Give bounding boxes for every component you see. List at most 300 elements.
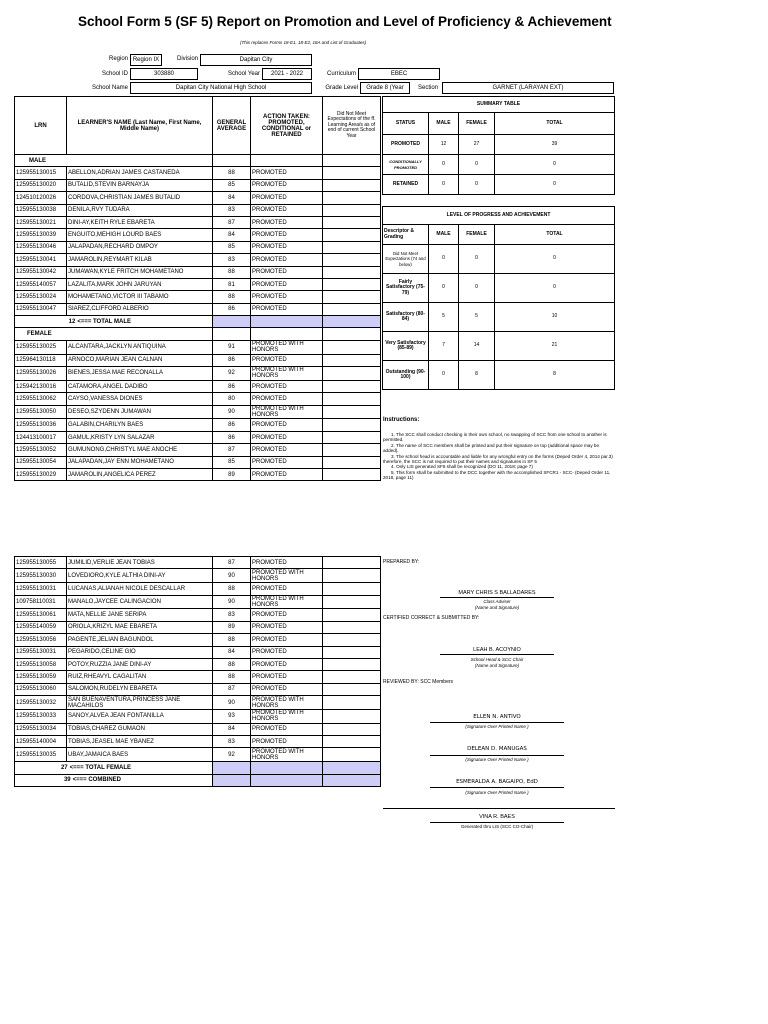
learner-lrn: 125955130047: [15, 303, 67, 315]
learner-not-met: [323, 444, 381, 456]
total-female-label: <=== TOTAL FEMALE: [69, 764, 131, 771]
learner-not-met: [323, 266, 381, 278]
learner-action: PROMOTED: [251, 167, 323, 179]
learner-lrn: 125955130035: [15, 748, 67, 762]
learner-name: CATAMORA,ANGEL DADIBO: [67, 380, 213, 392]
instruction-item: 1. The SCC shall conduct checking in their own school, no swapping of SCC from one school to another is permitted.: [383, 432, 607, 443]
progress-row: [383, 332, 615, 361]
table-row: [15, 204, 381, 216]
learner-lrn: 125955130060: [15, 683, 67, 695]
summary-row: [383, 175, 615, 195]
learner-average: 89: [213, 621, 251, 633]
learner-lrn: 125955140057: [15, 278, 67, 290]
learner-action: PROMOTED WITH HONORS: [251, 748, 323, 762]
learner-not-met: [323, 583, 381, 595]
learner-not-met: [323, 291, 381, 303]
learner-lrn: 125955130046: [15, 241, 67, 253]
learner-action: PROMOTED WITH HONORS: [251, 696, 323, 710]
learners-table: [14, 96, 381, 481]
summary-row: [383, 155, 615, 175]
learner-not-met: [323, 723, 381, 735]
learner-action: PROMOTED: [251, 723, 323, 735]
learner-average: 81: [213, 278, 251, 290]
adviser-name: MARY CHRIS S BALLADARES: [458, 590, 536, 596]
learner-name: LAZALITA,MARK JOHN JARUYAN: [67, 278, 213, 290]
learner-action: PROMOTED: [251, 241, 323, 253]
table-row: [15, 254, 381, 266]
learner-name: SANOY,ALVEA JEAN FONTANILLA: [67, 709, 213, 723]
learner-not-met: [323, 569, 381, 583]
progress-table: [382, 206, 615, 390]
learner-not-met: [323, 278, 381, 290]
progress-total: 21: [495, 332, 615, 361]
table-row: [15, 431, 381, 443]
head-role: School Head & SCC Chair: [470, 657, 524, 662]
learner-action: PROMOTED: [251, 419, 323, 431]
learner-action: PROMOTED WITH HONORS: [251, 709, 323, 723]
head-name: LEAH B. ACOYNIO: [473, 647, 521, 653]
learner-not-met: [323, 646, 381, 658]
instruction-item: 2. The name of SCC members shall be printed and put their signature on top (additional space may be added).: [383, 442, 600, 454]
region-label: Region: [108, 56, 128, 62]
learner-lrn: 125955130042: [15, 266, 67, 278]
learner-name: TOBIAS,JEASEL MAE YBANEZ: [67, 736, 213, 748]
learner-lrn: 125955130041: [15, 254, 67, 266]
male-section-label: MALE: [15, 155, 213, 167]
learner-lrn: 125955130034: [15, 723, 67, 735]
learner-not-met: [323, 658, 381, 670]
learner-action: PROMOTED: [251, 393, 323, 405]
page-subtitle: (This replaces Forms 18-E1, 18-E2, 18A and List of Graduates): [240, 40, 367, 45]
learner-lrn: 125955130055: [15, 557, 67, 569]
learner-average: 90: [213, 595, 251, 609]
progress-descriptor: Outstanding (90-100): [383, 361, 429, 390]
learner-average: 87: [213, 216, 251, 228]
learner-average: 88: [213, 671, 251, 683]
learner-average: 84: [213, 723, 251, 735]
table-row: [15, 646, 381, 658]
learner-not-met: [323, 204, 381, 216]
learner-name: SIAREZ,CLIFFORD ALBERIO: [67, 303, 213, 315]
table-row: [15, 683, 381, 695]
member-2-caption: (Signature Over Printed Name ): [465, 757, 529, 762]
learner-average: 84: [213, 646, 251, 658]
learner-action: PROMOTED: [251, 634, 323, 646]
learner-average: 89: [213, 468, 251, 480]
learner-action: PROMOTED: [251, 291, 323, 303]
learner-not-met: [323, 748, 381, 762]
progress-descriptor: Very Satisfactory (85-89): [383, 332, 429, 361]
table-row: [15, 380, 381, 392]
progress-female: 8: [459, 361, 495, 390]
prepared-by-label: PREPARED BY:: [383, 559, 420, 565]
learner-not-met: [323, 468, 381, 480]
last-signatory-name: VINA R. BAES: [479, 814, 515, 820]
table-row: [15, 658, 381, 670]
learner-lrn: 124413100017: [15, 431, 67, 443]
learner-not-met: [323, 671, 381, 683]
table-row: [15, 709, 381, 723]
summary-status: RETAINED: [383, 175, 429, 195]
learner-action: PROMOTED: [251, 192, 323, 204]
learner-lrn: 125955130058: [15, 658, 67, 670]
school-id-label: School ID: [101, 71, 128, 77]
combined-count: 39: [63, 777, 71, 784]
table-row: [15, 557, 381, 569]
learner-not-met: [323, 683, 381, 695]
table-row: [15, 748, 381, 762]
learner-not-met: [323, 167, 381, 179]
learner-not-met: [323, 179, 381, 191]
table-row: [15, 266, 381, 278]
summary-total: 39: [495, 135, 615, 155]
table-row: [15, 723, 381, 735]
curriculum-field: EBEC: [358, 68, 440, 80]
learner-action: PROMOTED WITH HONORS: [251, 569, 323, 583]
learner-lrn: 125955130062: [15, 393, 67, 405]
learner-average: 90: [213, 696, 251, 710]
learner-name: DENILA,RVY TUDARA: [67, 204, 213, 216]
learner-action: PROMOTED WITH HONORS: [251, 595, 323, 609]
page-title: School Form 5 (SF 5) Report on Promotion and Level of Proficiency & Achievement: [78, 14, 612, 29]
learner-name: ARNOCO,MARIAN JEAN CALNAN: [67, 354, 213, 366]
learner-action: PROMOTED: [251, 266, 323, 278]
table-row: [15, 303, 381, 315]
progress-row: [383, 245, 615, 274]
division-label: Division: [176, 56, 198, 62]
learner-action: PROMOTED: [251, 583, 323, 595]
learner-name: MOHAMETANO,VICTOR III TABAMO: [67, 291, 213, 303]
learner-name: TOBIAS,CHAREZ GUMAON: [67, 723, 213, 735]
member-1-caption: (Signature Over Printed Name ): [465, 724, 529, 729]
table-row: [15, 419, 381, 431]
total-male-label: <=== TOTAL MALE: [77, 318, 131, 325]
instruction-item: 4. Only LIS generated SF5 shall be recognized (DO 11, 2018; page 7): [391, 464, 533, 470]
learner-lrn: 125955130020: [15, 179, 67, 191]
learner-lrn: 125942130016: [15, 380, 67, 392]
learner-average: 88: [213, 291, 251, 303]
section-label: Section: [417, 85, 438, 91]
learner-name: DINI-AY,KEITH RYLE EBARETA: [67, 216, 213, 228]
learner-lrn: 125955130061: [15, 609, 67, 621]
table-row: [15, 278, 381, 290]
school-year-label: School Year: [227, 71, 260, 77]
learner-average: 84: [213, 229, 251, 241]
progress-total: 0: [495, 245, 615, 274]
learner-name: DESEO,SZYDENN JUMAWAN: [67, 405, 213, 419]
table-row: [15, 736, 381, 748]
learner-average: 86: [213, 380, 251, 392]
learner-lrn: 125955130032: [15, 696, 67, 710]
head-caption: (Name and Signature): [474, 663, 520, 668]
instructions-list: [383, 432, 615, 481]
learner-action: PROMOTED: [251, 204, 323, 216]
table-row: [15, 291, 381, 303]
learner-average: 83: [213, 736, 251, 748]
learner-action: PROMOTED: [251, 354, 323, 366]
learner-not-met: [323, 634, 381, 646]
learner-lrn: 125955130033: [15, 709, 67, 723]
learner-action: PROMOTED: [251, 609, 323, 621]
progress-header-male: MALE: [429, 225, 459, 245]
learner-not-met: [323, 354, 381, 366]
learner-average: 84: [213, 192, 251, 204]
combined-label: <=== COMBINED: [72, 777, 121, 784]
progress-descriptor: Satisfactory (80-84): [383, 303, 429, 332]
progress-total: 8: [495, 361, 615, 390]
learners-table-continued: [14, 556, 381, 787]
grade-level-label: Grade Level: [325, 85, 358, 91]
learner-lrn: 124510120026: [15, 192, 67, 204]
learner-name: LOVEDIORO,KYLE ALTHIA DINI-AY: [67, 569, 213, 583]
col-average: GENERAL AVERAGE: [213, 97, 251, 155]
learner-name: GALABIN,CHARILYN BAES: [67, 419, 213, 431]
learner-action: PROMOTED WITH HONORS: [251, 367, 323, 381]
learner-not-met: [323, 241, 381, 253]
col-not-met: Did Not Meet Expectations of the ff. Learning Area/s as of end of current School Year: [323, 97, 381, 155]
learner-not-met: [323, 405, 381, 419]
learner-average: 91: [213, 340, 251, 354]
learner-not-met: [323, 192, 381, 204]
progress-row: [383, 274, 615, 303]
table-row: [15, 609, 381, 621]
learner-lrn: 125955130030: [15, 569, 67, 583]
learner-name: UBAY,JAMAICA BAES: [67, 748, 213, 762]
instruction-item: 3. The school head is accountable and liable for any wrongful entry on the forms (Deped Order 4, 2014 par.3) therefore, the SCC is not required to put their names and signatures in SF 5: [383, 453, 613, 465]
learner-lrn: 109758110031: [15, 595, 67, 609]
learner-name: POTOY,RUZZIA JANE DINI-AY: [67, 658, 213, 670]
learner-action: PROMOTED: [251, 278, 323, 290]
learner-not-met: [323, 303, 381, 315]
learner-not-met: [323, 254, 381, 266]
learner-lrn: 125955130025: [15, 340, 67, 354]
learner-name: CORDOVA,CHRISTIAN JAMES BUTALID: [67, 192, 213, 204]
female-section-label: FEMALE: [15, 328, 213, 340]
learner-action: PROMOTED WITH HONORS: [251, 405, 323, 419]
instruction-item: 5. This form shall be submitted to the DCC together with the accomplished SFCR1 - SCC- (Deped Order 11, 2018, page 11): [383, 469, 611, 481]
table-row: [15, 468, 381, 480]
learner-average: 86: [213, 419, 251, 431]
table-row: [15, 405, 381, 419]
learner-action: PROMOTED: [251, 254, 323, 266]
table-row: [15, 354, 381, 366]
learner-not-met: [323, 609, 381, 621]
progress-female: 14: [459, 332, 495, 361]
learner-average: 80: [213, 393, 251, 405]
progress-header-female: FEMALE: [459, 225, 495, 245]
adviser-role: Class Adviser: [483, 599, 511, 604]
learner-action: PROMOTED: [251, 646, 323, 658]
learner-name: BUTALID,STEVIN BARNAYJA: [67, 179, 213, 191]
progress-male: 0: [429, 274, 459, 303]
learner-name: SAN BUENAVENTURA,PRINCESS JANE MACAHILOS: [67, 696, 213, 710]
progress-header-total: TOTAL: [495, 225, 615, 245]
learner-lrn: 125955130056: [15, 634, 67, 646]
school-year-field: 2021 - 2022: [262, 68, 312, 80]
col-name: LEARNER'S NAME (Last Name, First Name, Middle Name): [67, 97, 213, 155]
table-row: [15, 393, 381, 405]
learner-average: 93: [213, 709, 251, 723]
learner-average: 88: [213, 658, 251, 670]
learner-name: PAGENTE,JELIAN BAGUNDOL: [67, 634, 213, 646]
summary-female: 0: [459, 155, 495, 175]
learner-lrn: 125955130059: [15, 671, 67, 683]
progress-female: 0: [459, 245, 495, 274]
learner-action: PROMOTED: [251, 179, 323, 191]
learner-average: 85: [213, 179, 251, 191]
instructions-title: Instructions:: [383, 417, 420, 423]
learner-not-met: [323, 229, 381, 241]
table-row: [15, 595, 381, 609]
summary-status: PROMOTED: [383, 135, 429, 155]
learner-action: PROMOTED: [251, 456, 323, 468]
learner-not-met: [323, 595, 381, 609]
learner-action: PROMOTED WITH HONORS: [251, 340, 323, 354]
progress-descriptor: Fairly Satisfactory (75-79): [383, 274, 429, 303]
learner-action: PROMOTED: [251, 468, 323, 480]
learner-action: PROMOTED: [251, 736, 323, 748]
learner-name: BIENES,JESSA MAE RECONALLA: [67, 367, 213, 381]
learner-name: MANALO,JAYCEE CALINGACION: [67, 595, 213, 609]
progress-title: LEVEL OF PROGRESS AND ACHIEVEMENT: [383, 207, 615, 225]
table-row: [15, 621, 381, 633]
summary-header-status: STATUS: [383, 113, 429, 135]
generated-note: Generated thru LIS (SCC CO-Chair): [460, 824, 534, 829]
table-row: [15, 696, 381, 710]
summary-header-female: FEMALE: [459, 113, 495, 135]
learner-average: 90: [213, 405, 251, 419]
total-female-count: 27: [60, 764, 68, 771]
learner-not-met: [323, 696, 381, 710]
learner-action: PROMOTED: [251, 431, 323, 443]
learner-average: 92: [213, 367, 251, 381]
progress-row: [383, 303, 615, 332]
learner-not-met: [323, 216, 381, 228]
table-row: [15, 179, 381, 191]
learner-average: 87: [213, 683, 251, 695]
table-row: [15, 671, 381, 683]
learner-not-met: [323, 419, 381, 431]
learner-not-met: [323, 736, 381, 748]
learner-lrn: 125955130054: [15, 456, 67, 468]
learner-lrn: 125955130021: [15, 216, 67, 228]
learner-average: 88: [213, 583, 251, 595]
learner-action: PROMOTED: [251, 621, 323, 633]
learner-name: ALCANTARA,JACKLYN ANTIQUINA: [67, 340, 213, 354]
learner-lrn: 125955140059: [15, 621, 67, 633]
table-row: [15, 367, 381, 381]
learner-action: PROMOTED: [251, 303, 323, 315]
certified-label: CERTIFIED CORRECT & SUBMITTED BY:: [383, 615, 480, 621]
learner-average: 88: [213, 167, 251, 179]
learner-average: 88: [213, 634, 251, 646]
learner-average: 88: [213, 266, 251, 278]
learner-lrn: 125955130038: [15, 204, 67, 216]
summary-header-total: TOTAL: [495, 113, 615, 135]
section-field: GARNET (LARAYAN EXT): [442, 82, 614, 94]
learner-average: 87: [213, 557, 251, 569]
learner-average: 86: [213, 431, 251, 443]
grade-level-field: Grade 8 (Year: [360, 82, 410, 94]
summary-male: 0: [429, 175, 459, 195]
progress-female: 5: [459, 303, 495, 332]
summary-total: 0: [495, 175, 615, 195]
learner-average: 90: [213, 569, 251, 583]
learner-name: JAMAROLIN,ANGELICA PEREZ: [67, 468, 213, 480]
learner-name: JAMAROLIN,REYMART KILAB: [67, 254, 213, 266]
member-3-caption: (Signature Over Printed Name ): [465, 790, 529, 795]
learner-action: PROMOTED: [251, 216, 323, 228]
learner-lrn: 125955130031: [15, 646, 67, 658]
school-name-field: Dapitan City National High School: [130, 82, 312, 94]
learner-lrn: 125955130024: [15, 291, 67, 303]
progress-total: 10: [495, 303, 615, 332]
learner-name: GUMUNONG,CHRISTYL MAE ANOCHE: [67, 444, 213, 456]
table-row: [15, 340, 381, 354]
member-1-name: ELLEN N. ANTIVO: [473, 714, 521, 720]
table-row: [15, 569, 381, 583]
learner-lrn: 125955130050: [15, 405, 67, 419]
reviewed-label: REVIEWED BY: SCC Members: [383, 679, 454, 685]
curriculum-label: Curriculum: [326, 71, 356, 77]
summary-header-male: MALE: [429, 113, 459, 135]
learner-lrn: 125955130031: [15, 583, 67, 595]
progress-male: 5: [429, 303, 459, 332]
learner-action: PROMOTED: [251, 557, 323, 569]
learner-not-met: [323, 557, 381, 569]
learner-action: PROMOTED: [251, 229, 323, 241]
adviser-caption: (Name and Signature): [474, 605, 520, 610]
learner-not-met: [323, 380, 381, 392]
table-row: [15, 192, 381, 204]
progress-descriptor: Did Not Meet Expectations (74 and below): [383, 245, 429, 274]
learner-lrn: 125955130052: [15, 444, 67, 456]
summary-male: 0: [429, 155, 459, 175]
learner-name: SALOMON,RUDELYN EBARETA: [67, 683, 213, 695]
learner-lrn: 125955130026: [15, 367, 67, 381]
summary-male: 12: [429, 135, 459, 155]
learner-name: GAMUL,KRISTY LYN SALAZAR: [67, 431, 213, 443]
progress-male: 0: [429, 245, 459, 274]
school-name-label: School Name: [91, 85, 128, 91]
learner-action: PROMOTED: [251, 380, 323, 392]
table-row: [15, 634, 381, 646]
learner-not-met: [323, 393, 381, 405]
summary-row: [383, 135, 615, 155]
learner-not-met: [323, 431, 381, 443]
learner-not-met: [323, 367, 381, 381]
school-id-field: 303880: [130, 68, 198, 80]
learner-name: ORIOLA,KRIZYL MAE EBARETA: [67, 621, 213, 633]
progress-header-desc: Descriptor & Grading: [383, 225, 429, 245]
learner-not-met: [323, 340, 381, 354]
learner-average: 85: [213, 456, 251, 468]
learner-lrn: 125955130015: [15, 167, 67, 179]
summary-title: SUMMARY TABLE: [383, 97, 615, 113]
learner-average: 85: [213, 241, 251, 253]
learner-lrn: 125955130039: [15, 229, 67, 241]
learner-average: 87: [213, 444, 251, 456]
learner-name: JALAPADAN,JAY ENN MOHAMETANO: [67, 456, 213, 468]
table-row: [15, 241, 381, 253]
progress-total: 0: [495, 274, 615, 303]
learner-action: PROMOTED: [251, 444, 323, 456]
learner-action: PROMOTED: [251, 658, 323, 670]
learner-name: JUMILID,VERLIE JEAN TOBIAS: [67, 557, 213, 569]
member-3-name: ESMERALDA A. BAGAIPO, EdD: [456, 779, 538, 785]
learner-average: 83: [213, 254, 251, 266]
learner-name: RUIZ,RHEAVYL CAGALITAN: [67, 671, 213, 683]
